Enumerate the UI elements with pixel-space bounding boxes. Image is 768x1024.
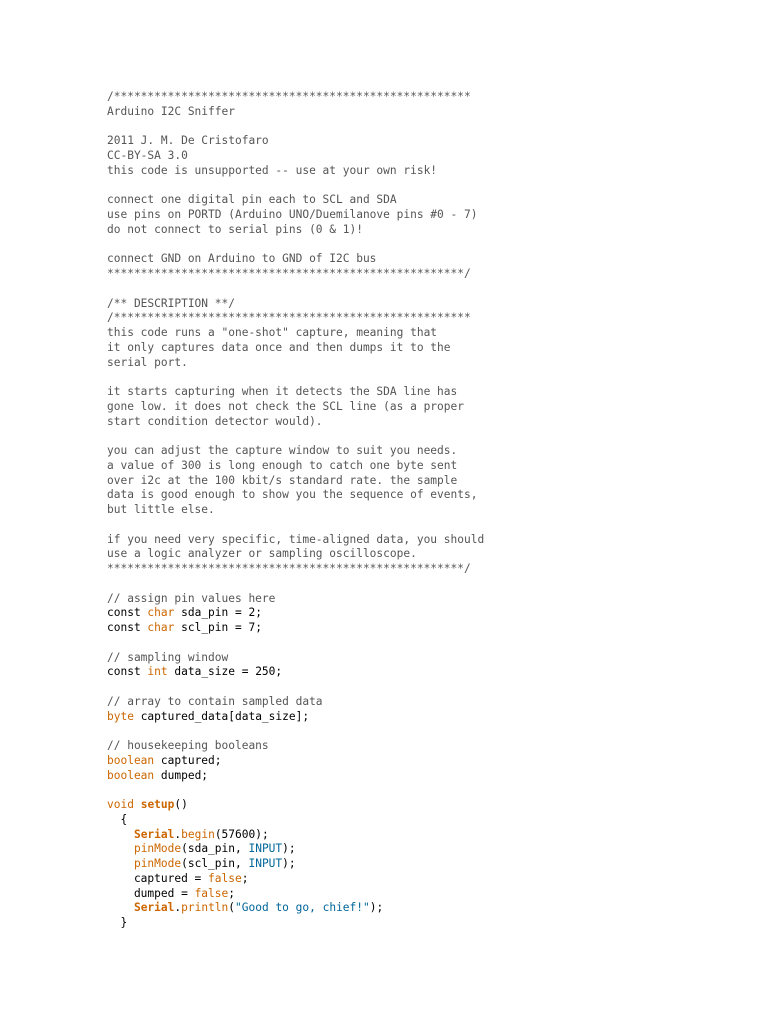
code-comment: *****************************************************/ (107, 562, 471, 575)
code-keyword: char (147, 621, 175, 634)
code-line (107, 326, 747, 341)
code-line (107, 429, 747, 444)
code-text: const (107, 665, 148, 679)
code-line (107, 208, 747, 223)
code-line (107, 503, 747, 518)
code-comment: it only captures data once and then dumps it to the (107, 340, 451, 354)
code-line (107, 828, 747, 843)
code-text: const (107, 606, 148, 620)
code-text: (scl_pin, (181, 857, 249, 870)
code-comment: use a logic analyzer or sampling oscilloscope. (107, 547, 417, 561)
code-comment: /***************************************************** (107, 90, 471, 103)
code-line (107, 370, 747, 385)
code-text (107, 828, 134, 841)
code-text (107, 857, 134, 870)
code-comment: gone low. it does not check the SCL line (as a proper (107, 399, 464, 413)
code-function: Serial (133, 901, 175, 915)
code-line (107, 238, 747, 253)
code-comment: you can adjust the capture window to suit you needs. (107, 444, 458, 457)
code-line (107, 695, 747, 710)
code-comment: connect one digital pin each to SCL and SDA (107, 193, 397, 207)
code-line (107, 533, 747, 548)
code-text: dumped = (107, 886, 195, 900)
code-line (107, 282, 747, 297)
code-comment: it starts capturing when it detects the SDA line has (107, 385, 458, 398)
code-comment: // assign pin values here (107, 591, 276, 605)
code-line (107, 105, 747, 120)
code-comment: // housekeeping booleans (107, 739, 269, 752)
code-line (107, 474, 747, 489)
code-keyword: pinMode (133, 857, 182, 870)
code-listing (107, 90, 747, 931)
code-line (107, 651, 747, 666)
code-line (107, 297, 747, 312)
code-comment: connect GND on Arduino to GND of I2C bus (107, 252, 377, 266)
code-comment: this code is unsupported -- use at your own risk! (107, 163, 438, 177)
code-text: . (174, 827, 182, 841)
code-comment: use pins on PORTD (Arduino UNO/Duemilanove pins #0 - 7) (107, 208, 478, 221)
code-line (107, 252, 747, 267)
code-text (107, 842, 134, 855)
code-line (107, 562, 747, 577)
code-line (107, 710, 747, 725)
code-text: } (107, 916, 128, 929)
code-line (107, 400, 747, 415)
code-line (107, 769, 747, 784)
code-string: "Good to go, chief!" (235, 901, 370, 915)
code-text (134, 798, 141, 811)
code-text: ); (282, 857, 296, 870)
code-line (107, 164, 747, 179)
code-line (107, 179, 747, 194)
code-function: Serial (133, 827, 175, 841)
code-comment: do not connect to serial pins (0 & 1)! (107, 222, 363, 236)
code-comment: 2011 J. M. De Cristofaro (107, 134, 269, 148)
code-line (107, 120, 747, 135)
code-text: captured = (107, 871, 209, 885)
code-text: captured_data[data_size]; (133, 709, 310, 723)
code-text: ); (369, 901, 384, 915)
code-line (107, 857, 747, 872)
code-constant: INPUT (248, 857, 283, 870)
code-line (107, 783, 747, 798)
code-keyword: pinMode (133, 842, 182, 856)
code-comment: serial port. (107, 355, 188, 369)
code-function: setup (140, 798, 175, 811)
code-comment: but little else. (107, 503, 215, 516)
code-text: sda_pin = 2; (174, 606, 262, 620)
code-line (107, 311, 747, 326)
code-keyword: int (147, 665, 168, 679)
code-line (107, 872, 747, 887)
code-text: (sda_pin, (181, 842, 249, 856)
code-keyword: false (194, 886, 229, 900)
code-text: ( (228, 901, 236, 915)
code-comment: *****************************************************/ (107, 267, 471, 280)
code-comment: /***************************************************** (107, 311, 471, 325)
code-text: const (107, 621, 148, 634)
code-keyword: boolean (107, 753, 155, 767)
code-line (107, 444, 747, 459)
code-text (107, 901, 134, 914)
code-comment: over i2c at the 100 kbit/s standard rate. the sample (107, 473, 458, 487)
code-text: () (174, 798, 188, 811)
code-line (107, 901, 747, 916)
code-line (107, 665, 747, 680)
code-keyword: println (181, 901, 229, 915)
code-line (107, 798, 747, 813)
code-line (107, 385, 747, 400)
code-line (107, 739, 747, 754)
code-line (107, 636, 747, 651)
code-line (107, 415, 747, 430)
code-line (107, 341, 747, 356)
code-keyword: byte (107, 709, 134, 723)
code-line (107, 547, 747, 562)
code-text: data_size = 250; (167, 665, 283, 679)
code-comment: /** DESCRIPTION **/ (107, 296, 235, 310)
code-comment: start condition detector would). (107, 414, 323, 428)
code-line (107, 724, 747, 739)
code-line (107, 149, 747, 164)
code-line (107, 267, 747, 282)
code-line (107, 223, 747, 238)
code-line (107, 518, 747, 533)
code-text: scl_pin = 7; (174, 621, 262, 634)
code-comment: // array to contain sampled data (107, 694, 323, 708)
code-comment: CC-BY-SA 3.0 (107, 149, 188, 162)
code-line (107, 887, 747, 902)
code-line (107, 577, 747, 592)
code-comment: this code runs a "one-shot" capture, meaning that (107, 326, 438, 339)
code-line (107, 134, 747, 149)
code-line (107, 813, 747, 828)
code-comment: data is good enough to show you the sequence of events, (107, 488, 478, 502)
code-line (107, 193, 747, 208)
code-comment: // sampling window (107, 650, 229, 664)
code-line (107, 754, 747, 769)
code-text: captured; (154, 753, 222, 767)
code-keyword: false (208, 871, 242, 885)
code-comment: if you need very specific, time-aligned data, you should (107, 532, 485, 546)
code-comment: a value of 300 is long enough to catch one byte sent (107, 458, 458, 472)
code-line (107, 916, 747, 931)
code-text: . (174, 901, 182, 915)
code-line (107, 488, 747, 503)
code-text: { (107, 812, 128, 826)
code-line (107, 606, 747, 621)
code-line (107, 680, 747, 695)
code-text: (57600); (214, 827, 269, 841)
code-keyword: boolean (107, 768, 155, 782)
code-text: ); (282, 842, 296, 856)
code-line (107, 356, 747, 371)
code-constant: INPUT (248, 842, 283, 856)
code-line (107, 90, 747, 105)
code-line (107, 621, 747, 636)
code-comment: Arduino I2C Sniffer (107, 104, 235, 118)
code-text: ; (241, 871, 249, 885)
code-line (107, 459, 747, 474)
code-text: dumped; (154, 768, 209, 782)
code-text: ; (228, 886, 235, 900)
code-line (107, 592, 747, 607)
code-keyword: char (147, 606, 175, 620)
code-keyword: void (107, 798, 134, 811)
code-keyword: begin (181, 827, 215, 841)
code-line (107, 842, 747, 857)
